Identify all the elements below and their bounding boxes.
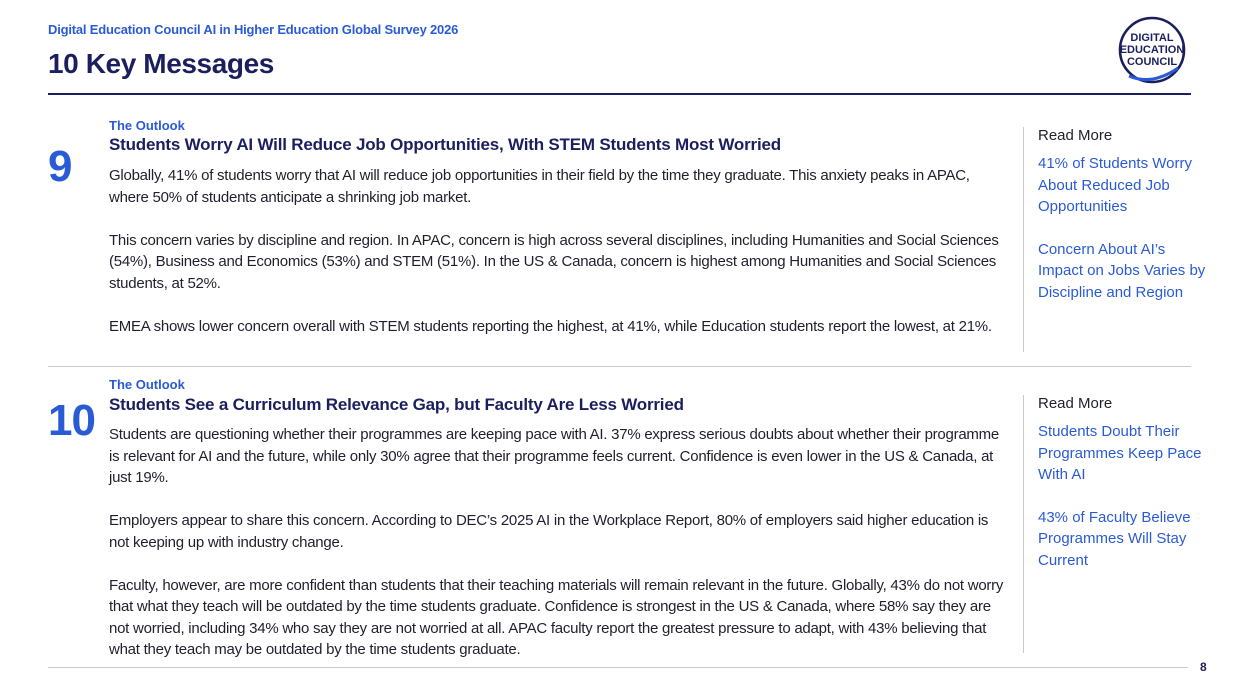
page-number: 8 [1200, 660, 1207, 674]
logo-line-3: COUNCIL [1126, 56, 1178, 68]
message-category: The Outlook [109, 377, 185, 392]
message-body [109, 424, 1004, 682]
logo-line-1: DIGITAL [1130, 32, 1174, 44]
body-paragraph: This concern varies by discipline and region. In APAC, concern is high across several disciplines, including Humanities and Social Sciences (54%), Business and Economics (53%) and STEM (51%). In the US & Canada, concern is highest among Humanities and Social Sciences students, at 52%. [109, 231, 999, 292]
body-paragraph: Faculty, however, are more confident than students that their teaching materials will remain relevant in the future. Globally, 43% do not worry that what they teach will be outdated by the time students graduate. Confidence is strongest in the US & Canada, where 58% say they are not worried, including 34% who say they are not worried at all. APAC faculty report the greatest pressure to adapt, with 43% believing that what they teach may be outdated by the time students graduate. [109, 576, 1004, 658]
read-more-link[interactable]: 43% of Faculty Believe Programmes Will Stay Current [1038, 508, 1191, 569]
read-more-title: Read More [1038, 395, 1113, 412]
message-heading: Students Worry AI Will Reduce Job Opportunities, With STEM Students Most Worried [109, 135, 781, 154]
body-paragraph: EMEA shows lower concern overall with STEM students reporting the highest, at 41%, while Education students report the lowest, at 21%. [109, 317, 992, 335]
read-more-link[interactable]: 41% of Students Worry About Reduced Job Opportunities [1038, 155, 1192, 215]
body-paragraph: Employers appear to share this concern. According to DEC’s 2025 AI in the Workplace Report, 80% of employers said higher education is not keeping up with industry change. [109, 512, 989, 551]
survey-title: Digital Education Council AI in Higher Education Global Survey 2026 [48, 22, 459, 37]
header-divider [48, 93, 1191, 95]
message-number: 10 [48, 396, 95, 445]
read-more-title: Read More [1038, 127, 1113, 144]
read-more-link[interactable]: Concern About AI’s Impact on Jobs Varies by Discipline and Region [1038, 240, 1206, 301]
read-more-link[interactable]: Students Doubt Their Programmes Keep Pace With AI [1038, 423, 1202, 483]
message-body [109, 165, 1004, 359]
read-more-panel [1023, 395, 1206, 653]
message-category: The Outlook [109, 118, 185, 133]
body-paragraph: Students are questioning whether their programmes are keeping pace with AI. 37% express serious doubts about whether their programme is relevant for AI and the future, while only 30% agree that their programme feels current. Confidence is even lower in the US & Canada, at just 19%. [109, 426, 1000, 486]
footer-divider [48, 667, 1188, 668]
read-more-panel [1023, 127, 1206, 352]
section-divider [48, 366, 1191, 367]
message-number: 9 [48, 142, 72, 191]
message-heading: Students See a Curriculum Relevance Gap, but Faculty Are Less Worried [109, 395, 684, 414]
page-title: 10 Key Messages [48, 48, 274, 79]
logo-line-2: EDUCATION [1119, 44, 1185, 56]
dec-logo [1112, 14, 1192, 86]
body-paragraph: Globally, 41% of students worry that AI will reduce job opportunities in their field by the time they graduate. This anxiety peaks in APAC, where 50% of students anticipate a shrinking job market. [109, 167, 970, 206]
